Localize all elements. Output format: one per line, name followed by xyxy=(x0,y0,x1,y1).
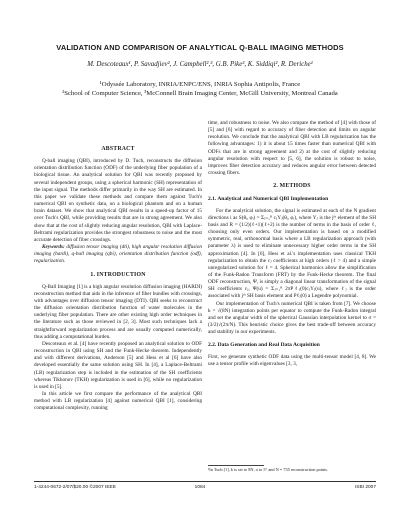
left-column xyxy=(34,140,202,412)
paper-title: VALIDATION AND COMPARISON OF ANALYTICAL Q-BALL IMAGING METHODS xyxy=(56,43,344,52)
intro-paragraph-3: In this article we first compare the performance of the analytical QBI method with LB regularization [4] against numerical QBI [1], considering computational complexity, running xyxy=(34,391,202,412)
keywords-label: Keywords: xyxy=(42,244,65,251)
intro-continued-paragraph: time, and robustness to noise. We also compare the method of [4] with those of [5] and [6] with regard to accuracy of fiber detection and limits on angular resolution. We conclude that the analytical QBI with LB regularization has the following advantages: 1) it is about 15 times faster than numerical QBI with ODFs that are in strong agreement and 2) at the cost of slightly reducing angular resolution with respect to [5, 6], the solution is robust to noise, improves fiber detection accuracy and reduces angular error between detected crossing fibers. xyxy=(208,120,376,177)
footer-divider xyxy=(34,481,376,482)
abstract-heading: ABSTRACT xyxy=(101,146,135,152)
author-list: M. Descoteaux¹, P. Savadjiev², J. Campbell²,³, G.B. Pike³, K. Siddiqi², R. Deriche¹ xyxy=(87,61,313,68)
footnote-divider xyxy=(208,465,264,466)
subsection-2-1-heading: 2.1. Analytical and Numerical QBI Implementation xyxy=(208,196,329,203)
methods-paragraph-1: For the analytical solution, the signal is estimated at each of the N gradient directions i as S(θᵢ, φᵢ) = Σⱼ₌₁ᴿ cⱼYⱼ(θᵢ, φᵢ), where Yⱼ is the jᵗʰ element of the SH basis and R = (1/2)(ℓ+1)(ℓ+2) is the number of terms in the basis of order ℓ, choosing only even orders. Our implementation is based on a modified symmetric, real, orthonormal basis where a LB regularization approach (with parameter λ) is used to eliminate unnecessary higher order terms in the SH approximation [4]. In [6], Hess et al.'s implementation uses classical TKH regularization to obtain the cⱼ coefficients at high orders (ℓ > 4) and a simple unregularized solution for ℓ = 4. Spherical harmonics allow the simplification of the Funk-Radon Transform (FRT) by the Funk-Hecke theorem. The final ODF reconstruction, Ψ, is simply a diagonal linear transformation of the signal SH coefficients cⱼ, Ψ(u) = Σⱼ₌₁ᴿ 2πPℓⱼ(0)cⱼYⱼ(u), where ℓⱼ is the order associated with jᵗʰ SH basis element and Pℓⱼ(0) a Legendre polynomial. xyxy=(208,207,376,300)
page-number: 1084 xyxy=(194,485,206,490)
methods-paragraph-2: Our implementation of Tuch's numerical QBI is taken from [7]. We choose k = √(8N) integration points per equator to compute the Funk-Radon integral and set the angular width of the spherical Gaussian interpolation kernel to σ = (3/2)√(2π/N). This heuristic choice gives the best trade-off between accuracy and stability in our experiments. xyxy=(208,300,376,336)
affiliation-2: ²School of Computer Science, ³McConnell Brain Imaging Center, McGill University, Montreal Canada xyxy=(62,90,338,97)
keywords xyxy=(34,244,202,265)
footnote: ¹In Tuch [1], k is set to 8N, σ to 5° and N = 755 reconstruction points. xyxy=(208,467,329,472)
footer-venue: ISBI 2007 xyxy=(354,485,376,490)
keywords-text: diffusion tensor imaging (dti), high angular resolution diffusion imaging (hardi), q-ball imaging (qbi), orientation distribution function (odf), regularization. xyxy=(34,244,202,265)
methods-paragraph-3: First, we generate synthetic ODF data using the multi-tensor model [4, 8]. We use a tensor profile with eigenvalues [3, 3, xyxy=(208,353,376,367)
intro-paragraph-2: Descoteaux et al. [4] have recently proposed an analytical solution to ODF reconstruction in QBI using SH and the Funk-Hecke theorem. Independently and with different derivations, Anderson [5] and Hess et al [6] have also developed essentially the same solution using SH. In [4], a Laplace-Beltrami (LB) regularization step is included in the estimation of the SH coefficients whereas Tikhonov (TKH) regularization is used in [6], while no regularization is used in [5]. xyxy=(34,340,202,390)
right-column xyxy=(208,120,376,368)
footer-copyright: 1-4244-0672-2/07/$20.00 ©2007 IEEE xyxy=(34,485,116,490)
subsection-2-2-heading: 2.2. Data Generation and Real Data Acquisition xyxy=(208,342,320,349)
affiliation-1: ¹Odyssée Laboratory, INRIA/ENPC/ENS, INRIA Sophia Antipolis, France xyxy=(99,81,301,88)
introduction-heading: 1. INTRODUCTION xyxy=(90,271,146,278)
abstract-text: Q-ball imaging (QBI), introduced by D. Tuch, reconstructs the diffusion orientation distribution function (ODF) of the underlying fiber population of a biological tissue. An analytical solution for QBI was recently proposed by several independent groups, using a spherical harmonic (SH) representation of the input signal. The methods differ primarily in the way SH are estimated. In this paper we validate these methods and compare them against Tuch's numerical QBI on synthetic data, on a biological phantom and on a human brain dataset. We show that analytical QBI results in a speed-up factor of 15 over Tuch's QBI, while providing results that are in strong agreement. We also show that at the cost of slightly reducing angular resolution, QBI with Laplace-Beltrami regularization provides the strongest robustness to noise and the most accurate detection of fiber crossings. xyxy=(34,158,202,243)
intro-paragraph-1: Q-Ball Imaging [1] is a high angular resolution diffusion imaging (HARDI) reconstruction method that aids in the inference of fiber bundles with crossings, with advantages over diffusion tensor imaging (DTI). QBI seeks to reconstruct the diffusion orientation distribution function of water molecules in the underlying fiber population. There are other existing high order techniques in the literature such as those reviewed in [2, 3]. Most such techniques lack a straightforward regularization process and are usually computed numerically, thus adding a computational burden. xyxy=(34,283,202,340)
methods-heading: 2. METHODS xyxy=(273,183,311,190)
